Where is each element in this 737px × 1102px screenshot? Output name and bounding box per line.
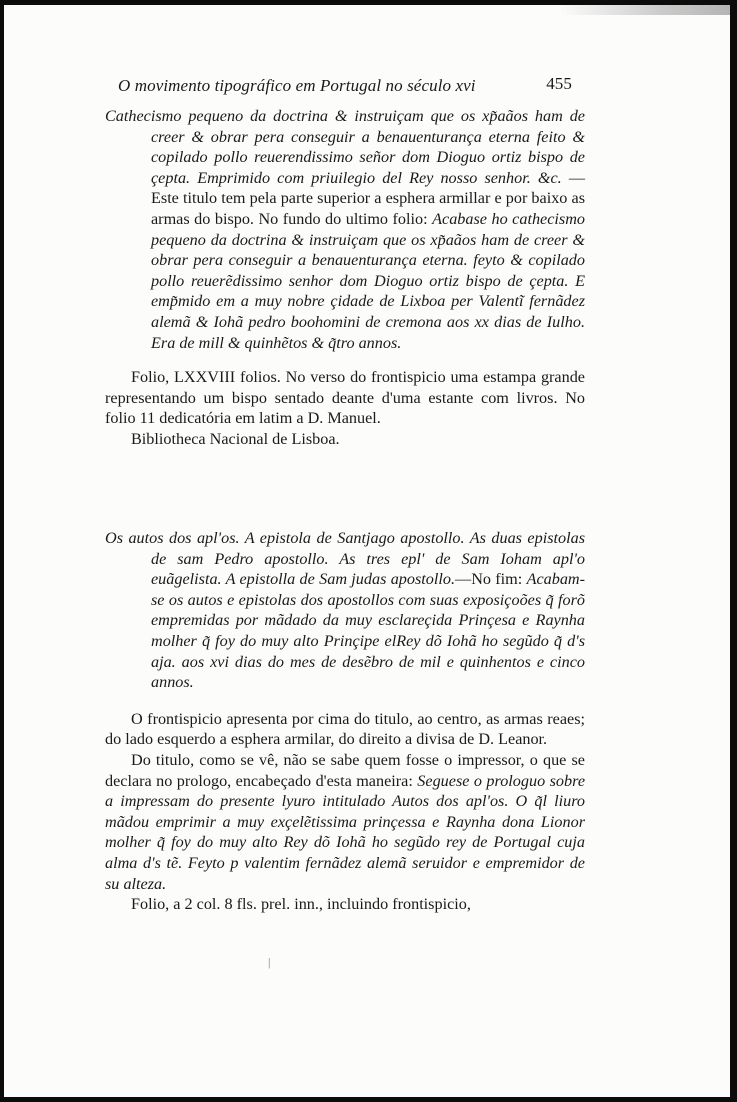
- header-title: O movimento tipográfico em Portugal no século xvi: [118, 76, 476, 95]
- format-description: Folio, a 2 col. 8 fls. prel. inn., incluindo frontispicio,: [131, 895, 471, 914]
- prologue-paragraph: [105, 750, 585, 894]
- catalog-entry-cathecismo: [105, 106, 585, 450]
- running-header: [118, 76, 578, 100]
- page-number: 455: [546, 74, 572, 93]
- entry-description: —Este titulo tem pela parte superior a esphera armillar e por baixo as armas do bispo. No fundo do ultimo folio:: [151, 168, 585, 228]
- entry-title: Os autos dos apl'os. A epistola de Santjago apostollo. As duas epistolas de sam Pedro apostollo. As tres epl' de Sam Ioham apl'o euãgelista. A epistolla de Sam judas apostollo.: [105, 529, 585, 589]
- scan-shadow: [560, 5, 730, 15]
- entry-title-paragraph: [105, 528, 585, 693]
- entry-description: —No fim:: [455, 570, 527, 589]
- prologue-intro: Do titulo, como se vê, não se sabe quem fosse o impressor, o que se declara no prologo, encabeçado d'esta maneira:: [105, 750, 585, 790]
- entry-title: Cathecismo pequeno da doctrina & instruiçam que os xp̃aãos ham de creer & obrar pera conseguir a benauenturança eterna feito & copilado pollo reuerendissimo señor dom Dioguo ortiz bispo de çepta. Emprimido com priuilegio del Rey nosso senhor. &c.: [105, 107, 585, 187]
- entry-title-paragraph: [105, 106, 585, 353]
- entry-colophon: Acabase ho cathecismo pequeno da doctrina & instruiçam que os xp̃aãos ham de creer & obrar pera conseguir a benauenturança eterna. feyto & copilado pollo reuerẽdissimo senhor dom Dioguo ortiz bispo de çepta. E emp̃mido em a muy nobre çidade de Lixboa per Valentĩ fernãdez alemã & Iohã pedro boohomini de cremona aos xx dias de Iulho. Era de mill & quinhẽtos & q̃tro annos.: [151, 209, 585, 352]
- prologue-quote: Seguese o prologuo sobre a impressam do presente lyuro intitulado Autos dos apl'os. O q̃l liuro mãdou emprimir a muy exçelẽtissima prinçessa e Raynha dona Lionor molher q̃ foy do muy alto Rey dõ Iohã ho segũdo rey de Portugal cuja alma d's tẽ. Feyto p valentim fernãdez alemã seruidor e empremidor de su alteza.: [105, 771, 585, 893]
- scan-speck: |: [268, 955, 271, 969]
- catalog-entry-autos: [105, 528, 585, 915]
- physical-description: Folio, LXXVIII folios. No verso do frontispicio uma estampa grande representando um bispo sentado deante d'uma estante com livros. No folio 11 dedicatória em latim a D. Manuel.: [105, 368, 585, 428]
- frontispiece-description: O frontispicio apresenta por cima do titulo, ao centro, as armas reaes; do lado esquerdo a esphera armilar, do direito a divisa de D. Leanor.: [105, 709, 585, 749]
- entry-colophon: Acabam-se os autos e epistolas dos apostollos com suas exposiçoões q̃ forõ empremidas por mãdado da muy esclareçida Prinçesa e Raynha molher q̃ foy do muy alto Prinçipe elRey dõ Iohã ho segũdo q̃ d's aja. aos xvi dias do mes de desẽbro de mil e quinhentos e cinco annos.: [151, 570, 585, 692]
- library-location: Bibliotheca Nacional de Lisboa.: [131, 429, 340, 448]
